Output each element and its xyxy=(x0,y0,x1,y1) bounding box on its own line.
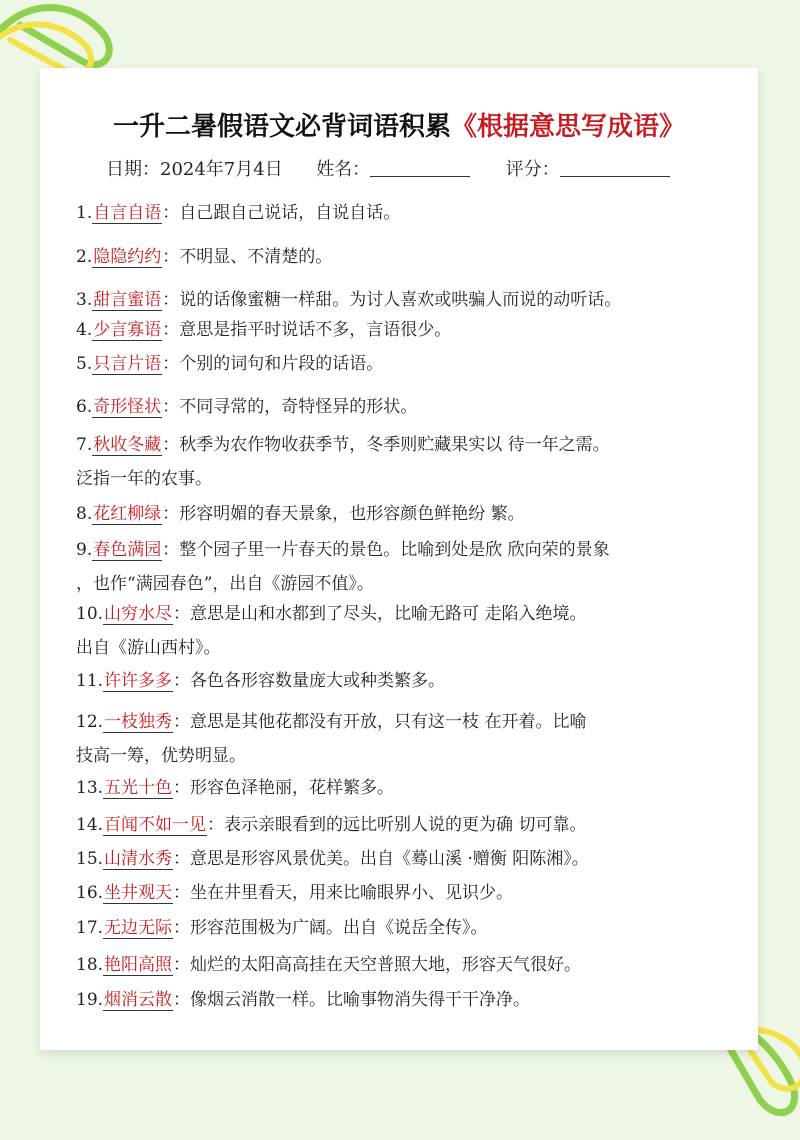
list-item xyxy=(76,664,736,698)
entry-separator: ： xyxy=(162,290,180,310)
page-title xyxy=(40,106,758,143)
idiom-term: 五光十色 xyxy=(104,778,173,798)
entry-number: 3. xyxy=(76,290,93,310)
entry-line xyxy=(76,597,736,631)
idiom-term: 无边无际 xyxy=(104,918,173,938)
date-label: 日期： xyxy=(106,159,160,180)
entry-line xyxy=(76,808,736,842)
idiom-term: 坐井观天 xyxy=(104,883,173,903)
list-item xyxy=(76,876,736,910)
idiom-meaning: 像烟云消散一样。比喻事物消失得干干净净。 xyxy=(190,990,531,1010)
idiom-meaning: 意思是其他花都没有开放，只有这一枝 在开着。比喻 xyxy=(190,712,587,732)
entry-line xyxy=(76,347,736,381)
idiom-term: 只言片语 xyxy=(93,354,162,374)
list-item xyxy=(76,948,736,982)
header-fields xyxy=(106,155,670,181)
entry-separator: ： xyxy=(162,540,180,560)
idiom-meaning: 形容明媚的春天景象，也形容颜色鲜艳纷 繁。 xyxy=(179,504,525,524)
entry-line xyxy=(76,876,736,910)
idiom-meaning: 个别的词句和片段的话语。 xyxy=(179,354,384,374)
idiom-term: 春色满园 xyxy=(93,540,162,560)
list-item xyxy=(76,705,736,773)
entry-separator: ： xyxy=(162,320,180,340)
idiom-meaning-continued: 技高一筹，优势明显。 xyxy=(76,746,246,766)
entry-number: 1. xyxy=(76,203,93,223)
list-item xyxy=(76,497,736,531)
list-item xyxy=(76,771,736,805)
score-field[interactable] xyxy=(560,158,670,177)
entry-line xyxy=(76,196,736,230)
entry-line xyxy=(76,313,736,347)
name-label: 姓名： xyxy=(316,159,371,180)
entry-number: 12. xyxy=(76,712,104,732)
entry-separator: ： xyxy=(162,247,180,267)
entry-number: 4. xyxy=(76,320,93,340)
idiom-meaning: 说的话像蜜糖一样甜。为讨人喜欢或哄骗人而说的动听话。 xyxy=(179,290,622,310)
entry-separator: ： xyxy=(173,671,191,691)
list-item xyxy=(76,313,736,347)
idiom-meaning: 形容色泽艳丽，花样繁多。 xyxy=(190,778,395,798)
list-item xyxy=(76,390,736,424)
list-item xyxy=(76,533,736,601)
entry-line xyxy=(76,911,736,945)
idiom-meaning: 秋季为农作物收获季节，冬季则贮藏果实以 待一年之需。 xyxy=(179,435,610,455)
entry-line xyxy=(76,283,736,317)
entry-number: 8. xyxy=(76,504,93,524)
entry-number: 6. xyxy=(76,397,93,417)
idiom-term: 隐隐约约 xyxy=(93,247,162,267)
list-item xyxy=(76,983,736,1017)
entry-number: 17. xyxy=(76,918,104,938)
entry-number: 16. xyxy=(76,883,104,903)
entry-separator: ： xyxy=(173,955,191,975)
idiom-term: 秋收冬藏 xyxy=(93,435,162,455)
idiom-meaning: 整个园子里一片春天的景色。比喻到处是欣 欣向荣的景象 xyxy=(179,540,610,560)
idiom-meaning: 意思是形容风景优美。出自《蓦山溪 ·赠衡 阳陈湘》。 xyxy=(190,849,589,869)
idiom-meaning: 意思是山和水都到了尽头，比喻无路可 走陷入绝境。 xyxy=(190,604,587,624)
entry-line xyxy=(76,983,736,1017)
idiom-meaning-continued: 出自《游山西村》。 xyxy=(76,638,221,658)
entry-separator: ： xyxy=(162,435,180,455)
score-label: 评分： xyxy=(505,159,560,180)
entry-line xyxy=(76,664,736,698)
idiom-term: 山清水秀 xyxy=(104,849,173,869)
entry-number: 7. xyxy=(76,435,93,455)
entry-separator: ： xyxy=(162,354,180,374)
list-item xyxy=(76,842,736,876)
idiom-term: 自言自语 xyxy=(93,203,162,223)
entry-line xyxy=(76,497,736,531)
idiom-term: 百闻不如一见 xyxy=(104,815,207,835)
idiom-meaning: 自己跟自己说话，自说自话。 xyxy=(179,203,401,223)
idiom-term: 烟消云散 xyxy=(104,990,173,1010)
entry-number: 10. xyxy=(76,604,104,624)
list-item xyxy=(76,196,736,230)
entry-separator: ： xyxy=(173,918,191,938)
entry-number: 9. xyxy=(76,540,93,560)
list-item xyxy=(76,240,736,274)
list-item xyxy=(76,347,736,381)
idiom-term: 山穷水尽 xyxy=(104,604,173,624)
entry-separator: ： xyxy=(162,504,180,524)
idiom-meaning: 灿烂的太阳高高挂在天空普照大地，形容天气很好。 xyxy=(190,955,582,975)
idiom-term: 奇形怪状 xyxy=(93,397,162,417)
idiom-meaning-continued: ，也作“满园春色”，出自《游园不值》。 xyxy=(76,574,374,594)
idiom-term: 一枝独秀 xyxy=(104,712,173,732)
idiom-term: 少言寡语 xyxy=(93,320,162,340)
entry-number: 2. xyxy=(76,247,93,267)
entry-number: 15. xyxy=(76,849,104,869)
list-item xyxy=(76,911,736,945)
list-item xyxy=(76,808,736,842)
date-value: 2024年7月4日 xyxy=(160,159,283,180)
entry-separator: ： xyxy=(173,604,191,624)
idiom-meaning: 表示亲眼看到的远比听别人说的更为确 切可靠。 xyxy=(224,815,587,835)
entry-separator: ： xyxy=(207,815,225,835)
entry-line xyxy=(76,390,736,424)
idiom-meaning: 坐在井里看天，用来比喻眼界小、见识少。 xyxy=(190,883,514,903)
idiom-term: 许许多多 xyxy=(104,671,173,691)
title-highlight: 《根据意思写成语》 xyxy=(451,112,686,142)
entry-number: 13. xyxy=(76,778,104,798)
entry-number: 14. xyxy=(76,815,104,835)
list-item xyxy=(76,428,736,496)
idiom-term: 甜言蜜语 xyxy=(93,290,162,310)
list-item xyxy=(76,283,736,317)
entry-line xyxy=(76,428,736,462)
idiom-meaning-continued: 泛指一年的农事。 xyxy=(76,469,212,489)
entry-line xyxy=(76,948,736,982)
idiom-meaning: 各色各形容数量庞大或种类繁多。 xyxy=(190,671,446,691)
list-item xyxy=(76,597,736,665)
idiom-term: 艳阳高照 xyxy=(104,955,173,975)
entry-line xyxy=(76,240,736,274)
entry-line xyxy=(76,533,736,567)
entry-separator: ： xyxy=(173,849,191,869)
entry-line xyxy=(76,771,736,805)
entry-separator: ： xyxy=(173,778,191,798)
entry-separator: ： xyxy=(173,990,191,1010)
entry-separator: ： xyxy=(162,203,180,223)
entry-separator: ： xyxy=(173,883,191,903)
idiom-meaning: 不明显、不清楚的。 xyxy=(179,247,333,267)
entry-number: 11. xyxy=(76,671,104,691)
entry-line xyxy=(76,842,736,876)
entry-separator: ： xyxy=(173,712,191,732)
entry-line xyxy=(76,705,736,739)
idiom-term: 花红柳绿 xyxy=(93,504,162,524)
name-field[interactable] xyxy=(370,158,470,177)
idiom-meaning: 不同寻常的，奇特怪异的形状。 xyxy=(179,397,418,417)
idiom-meaning: 意思是指平时说话不多，言语很少。 xyxy=(179,320,452,340)
idiom-meaning: 形容范围极为广阔。出自《说岳全传》。 xyxy=(190,918,488,938)
entry-number: 5. xyxy=(76,354,93,374)
entry-number: 18. xyxy=(76,955,104,975)
title-main: 一升二暑假语文必背词语积累 xyxy=(112,112,451,142)
entry-number: 19. xyxy=(76,990,104,1010)
entry-separator: ： xyxy=(162,397,180,417)
